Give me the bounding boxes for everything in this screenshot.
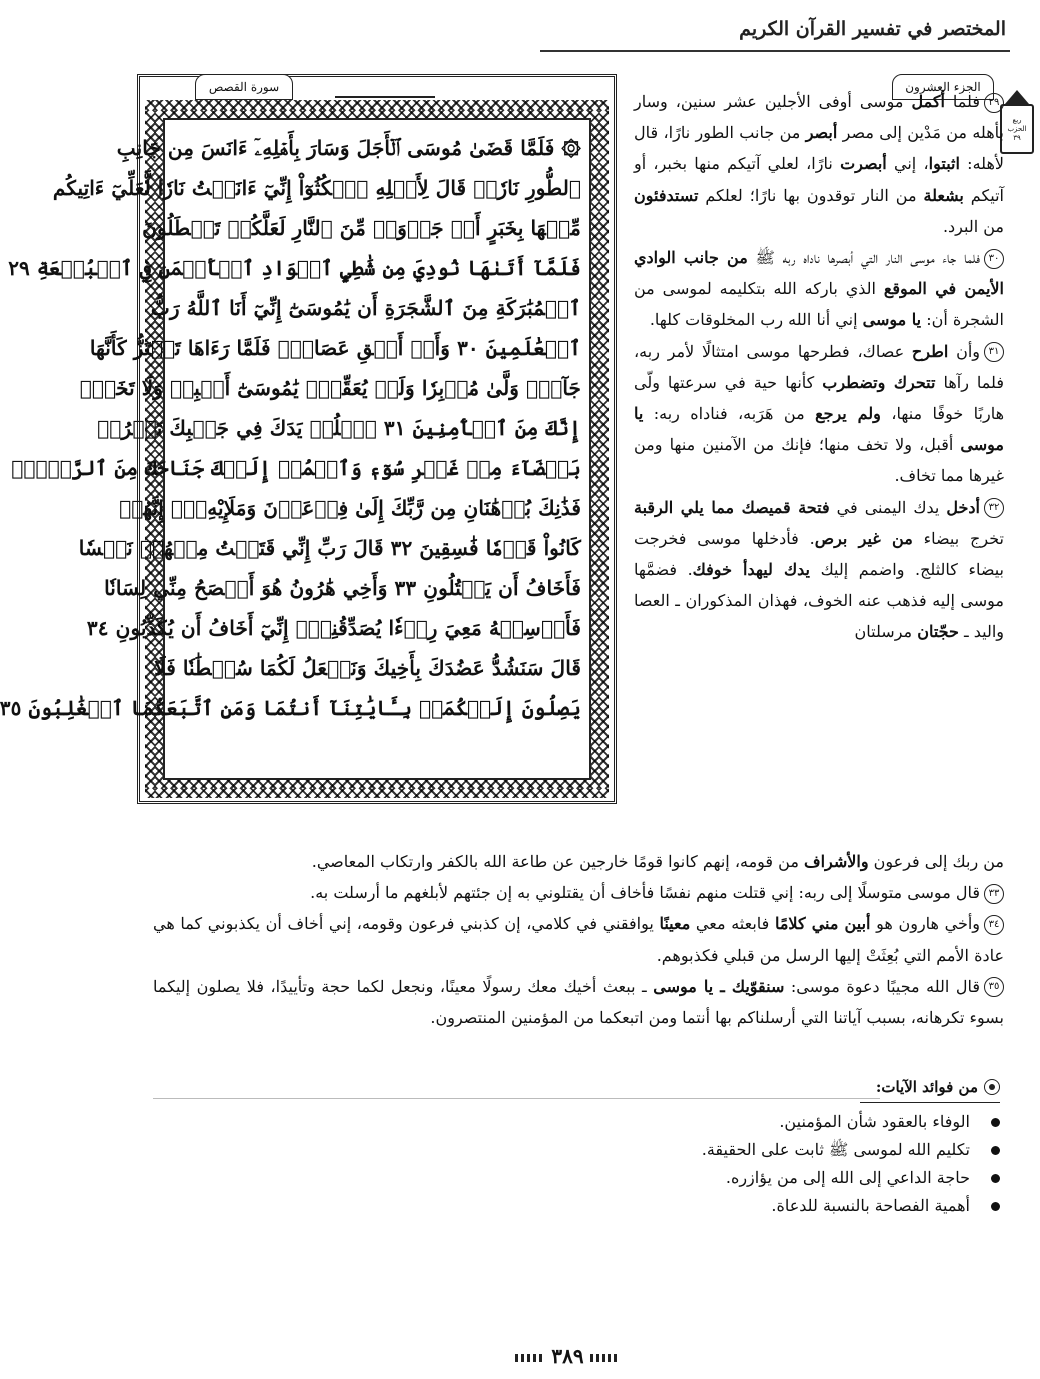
list-item: حاجة الداعي إلى الله إلى من يؤازره.: [160, 1164, 980, 1192]
quran-line: فَأَرۡسِلۡهُ مَعِيَ رِدۡءٗا يُصَدِّقُنِيٓۖ إِنِّيٓ أَخَافُ أَن يُكَذِّبُونِ ٣٤: [86, 616, 581, 640]
benefits-underline: [860, 1102, 1000, 1103]
bullet-icon: [991, 1118, 1000, 1127]
quran-line: مِّنۡهَا بِخَبَرٍ أَوۡ جَذۡوَةٖ مِّنَ ٱلنَّارِ لَعَلَّكُمۡ تَصۡطَلُونَ: [142, 216, 581, 240]
verse-number-icon: ٣١: [984, 342, 1004, 362]
hizb-quarter-badge: [1000, 90, 1034, 162]
badge-line-1: ربع: [1012, 115, 1022, 124]
quran-line: ٱلۡعَٰلَمِينَ ٣٠ وَأَنۡ أَلۡقِ عَصَاكَۚ فَلَمَّا رَءَاهَا تَهۡتَزُّ كَأَنَّهَا: [89, 336, 581, 360]
ornament-icon: [984, 1079, 1000, 1095]
tafsir-verse-35: ٣٥قال الله مجيبًا دعوة موسى: سنقوّيك ـ يا موسى ـ ببعث أخيك معك رسولًا معينًا، ونجعل لكما حجة وتأييدًا، فلا يصلون إليكما بسوء تكرهانه، بسبب آياتنا التي أرسلناكم بها أنتما ومن اتبعكما من المؤمنين المنتصرون.: [153, 976, 1004, 1028]
verse-number-icon: ٣٠: [984, 249, 1004, 269]
bullet-icon: [991, 1174, 1000, 1183]
tafsir-verse-32: ٣٢أدخل يدك اليمنى في فتحة قميصك مما يلي الرقبة تخرج بيضاء من غير برص. فأدخلها موسى فخرجت بيضاء كالثلج. واضمم إليك يدك ليهدأ خوفك. فضمَّها موسى إليه فذهب عنه الخوف، فهذان المذكوران ـ العصا واليد ـ حجّتان مرسلتان: [634, 497, 1005, 642]
benefits-heading: [876, 1078, 1000, 1096]
frame-top-ornament: [335, 78, 435, 98]
verse-number-icon: ٣٢: [984, 498, 1004, 518]
quran-line: قَالَ سَنَشُدُّ عَضُدَكَ بِأَخِيكَ وَنَجۡعَلُ لَكُمَا سُلۡطَٰنٗا فَلَا: [154, 656, 581, 680]
tafsir-verse-29: ٢٩فلما أكمل موسى أوفى الأجلين عشر سنين، وسار بأهله من مَدْين إلى مصر أبصر من جانب الطور نارًا، قال لأهله: اثبتوا، إني أبصرت نارًا، لعلي آتيكم منها بخبر، أو آتيكم بشعلة من النار توقدون بها نارًا؛ لعلكم تستدفئون من البرد.: [634, 92, 1005, 236]
tafsir-full-width: [153, 846, 1004, 1033]
list-item: تكليم الله لموسى ﷺ ثابت على الحقيقة.: [160, 1136, 980, 1164]
quran-line: فَذَٰنِكَ بُرۡهَٰنَانِ مِن رَّبِّكَ إِلَىٰ فِرۡعَوۡنَ وَمَلَإِيْهِۦٓۚ إِنَّهُمۡ: [119, 496, 581, 520]
quran-line: بَيۡضَآءَ مِنۡ غَيۡرِ سُوٓءٖ وَٱضۡمُمۡ إِلَيۡكَ جَنَاحَكَ مِنَ ٱلرَّهۡبِۖ: [11, 456, 581, 480]
quran-line: يَصِلُونَ إِلَيۡكُمَاۚ بِـَٔايَٰتِنَآ أَنتُمَا وَمَنِ ٱتَّبَعَكُمَا ٱلۡغَٰلِبُونَ ٣٥: [0, 696, 581, 720]
verse-number-icon: ٣٣: [984, 884, 1004, 904]
benefits-title: من فوائد الآيات:: [875, 1078, 978, 1096]
quran-line: ٱلطُّورِ نَارٗاۖ قَالَ لِأَهۡلِهِ ٱمۡكُثُوٓاْ إِنِّيٓ ءَانَسۡتُ نَارٗا لَّعَلِّيٓ ءَاتِيكُم: [52, 176, 581, 200]
verse-number-icon: ٢٩: [984, 93, 1004, 113]
quran-line: جَآنّٞ وَلَّىٰ مُدۡبِرٗا وَلَمۡ يُعَقِّبۡۚ يَٰمُوسَىٰٓ أَقۡبِلۡ وَلَا تَخَفۡۖ: [79, 376, 581, 400]
tafsir-verse-32-continued: من ربك إلى فرعون والأشراف من قومه، إنهم كانوا قومًا خارجين عن طاعة الله بالكفر وارتكاب المعاصي.: [311, 852, 1004, 871]
surah-label: سورة القصص: [195, 74, 293, 100]
quran-line: فَلَمَّآ أَتَىٰهَا نُودِيَ مِن شَٰطِيِٕ ٱلۡوَادِ ٱلۡأَيۡمَنِ فِي ٱلۡبُقۡعَةِ ٢٩: [8, 256, 581, 280]
tafsir-verse-34: ٣٤وأخي هارون هو أبين مني كلامًا فابعثه معي معينًا يوافقني في كلامي، إن كذبني فرعون وقومه، إني أخاف أن يكذبوني كما هي عادة الأمم التي بُعِثَتْ إليها الرسل من قبلي فكذبوهم.: [153, 914, 1004, 965]
list-item: أهمية الفصاحة بالنسبة للدعاة.: [160, 1192, 980, 1220]
ornament-right-icon: [515, 1354, 545, 1362]
verse-number-icon: ٣٥: [984, 977, 1004, 997]
quran-line: ٱلۡمُبَٰرَكَةِ مِنَ ٱلشَّجَرَةِ أَن يَٰمُوسَىٰٓ إِنِّيٓ أَنَا ٱللَّهُ رَبُّ: [150, 296, 581, 320]
header-divider: [540, 50, 1010, 52]
badge-dome-icon: [1005, 90, 1029, 104]
verse-number-icon: ٣٤: [984, 915, 1004, 935]
benefits-rule: [153, 1098, 880, 1099]
benefits-list: [160, 1108, 980, 1220]
quran-line: إِنَّكَ مِنَ ٱلۡأٓمِنِينَ ٣١ ٱسۡلُكۡ يَدَكَ فِي جَيۡبِكَ تَخۡرُجۡ: [97, 416, 581, 440]
tafsir-column: [634, 86, 1004, 648]
badge-line-2: الحزب: [1007, 124, 1027, 133]
juz-label: الجزء العشرون: [892, 74, 994, 100]
book-title: المختصر في تفسير القرآن الكريم: [739, 18, 1006, 40]
ornament-left-icon: [590, 1354, 620, 1362]
tafsir-verse-31: ٣١وأن اطرح عصاك، فطرحها موسى امتثالًا لأمر ربه، فلما رآها تتحرك وتضطرب كأنها حية في سرعتها ولّى هاربًا خوفًا منها، ولم يرجع من هَرَبه، فناداه ربه: يا موسى أقبل، ولا تخف منها؛ فإنك من الآمنين منها ومن غيرها مما تخاف.: [634, 341, 1005, 486]
quran-text: [0, 128, 581, 768]
tafsir-verse-33: ٣٣قال موسى متوسلًا إلى ربه: إني قتلت منهم نفسًا فأخاف أن يقتلوني به إن جئتهم لأبلغهم ما أرسلت به.: [153, 877, 1004, 908]
bullet-icon: [991, 1146, 1000, 1155]
page-number: ٣٨٩: [95, 1344, 1040, 1368]
list-item: الوفاء بالعقود شأن المؤمنين.: [160, 1108, 980, 1136]
bullet-icon: [991, 1202, 1000, 1211]
badge-line-3: ٣٩: [1013, 133, 1021, 142]
quran-line: كَانُواْ قَوۡمٗا فَٰسِقِينَ ٣٢ قَالَ رَبِّ إِنِّي قَتَلۡتُ مِنۡهُمۡ نَفۡسٗا: [78, 536, 581, 560]
tafsir-verse-30: ٣٠فلما جاء موسى النار التي أبصرها ناداه ربه ﷺ من جانب الوادي الأيمن في الموقع الذي باركه الله بتكليمه لموسى من الشجرة أن: يا موسى إني أنا الله رب المخلوقات كلها.: [634, 248, 1005, 330]
quran-line: ۞ فَلَمَّا قَضَىٰ مُوسَى ٱلۡأَجَلَ وَسَارَ بِأَهۡلِهِۦٓ ءَانَسَ مِن جَانِبِ: [116, 136, 581, 160]
quran-line: فَأَخَافُ أَن يَقۡتُلُونِ ٣٣ وَأَخِي هَٰرُونُ هُوَ أَفۡصَحُ مِنِّي لِسَانٗا: [104, 576, 581, 600]
